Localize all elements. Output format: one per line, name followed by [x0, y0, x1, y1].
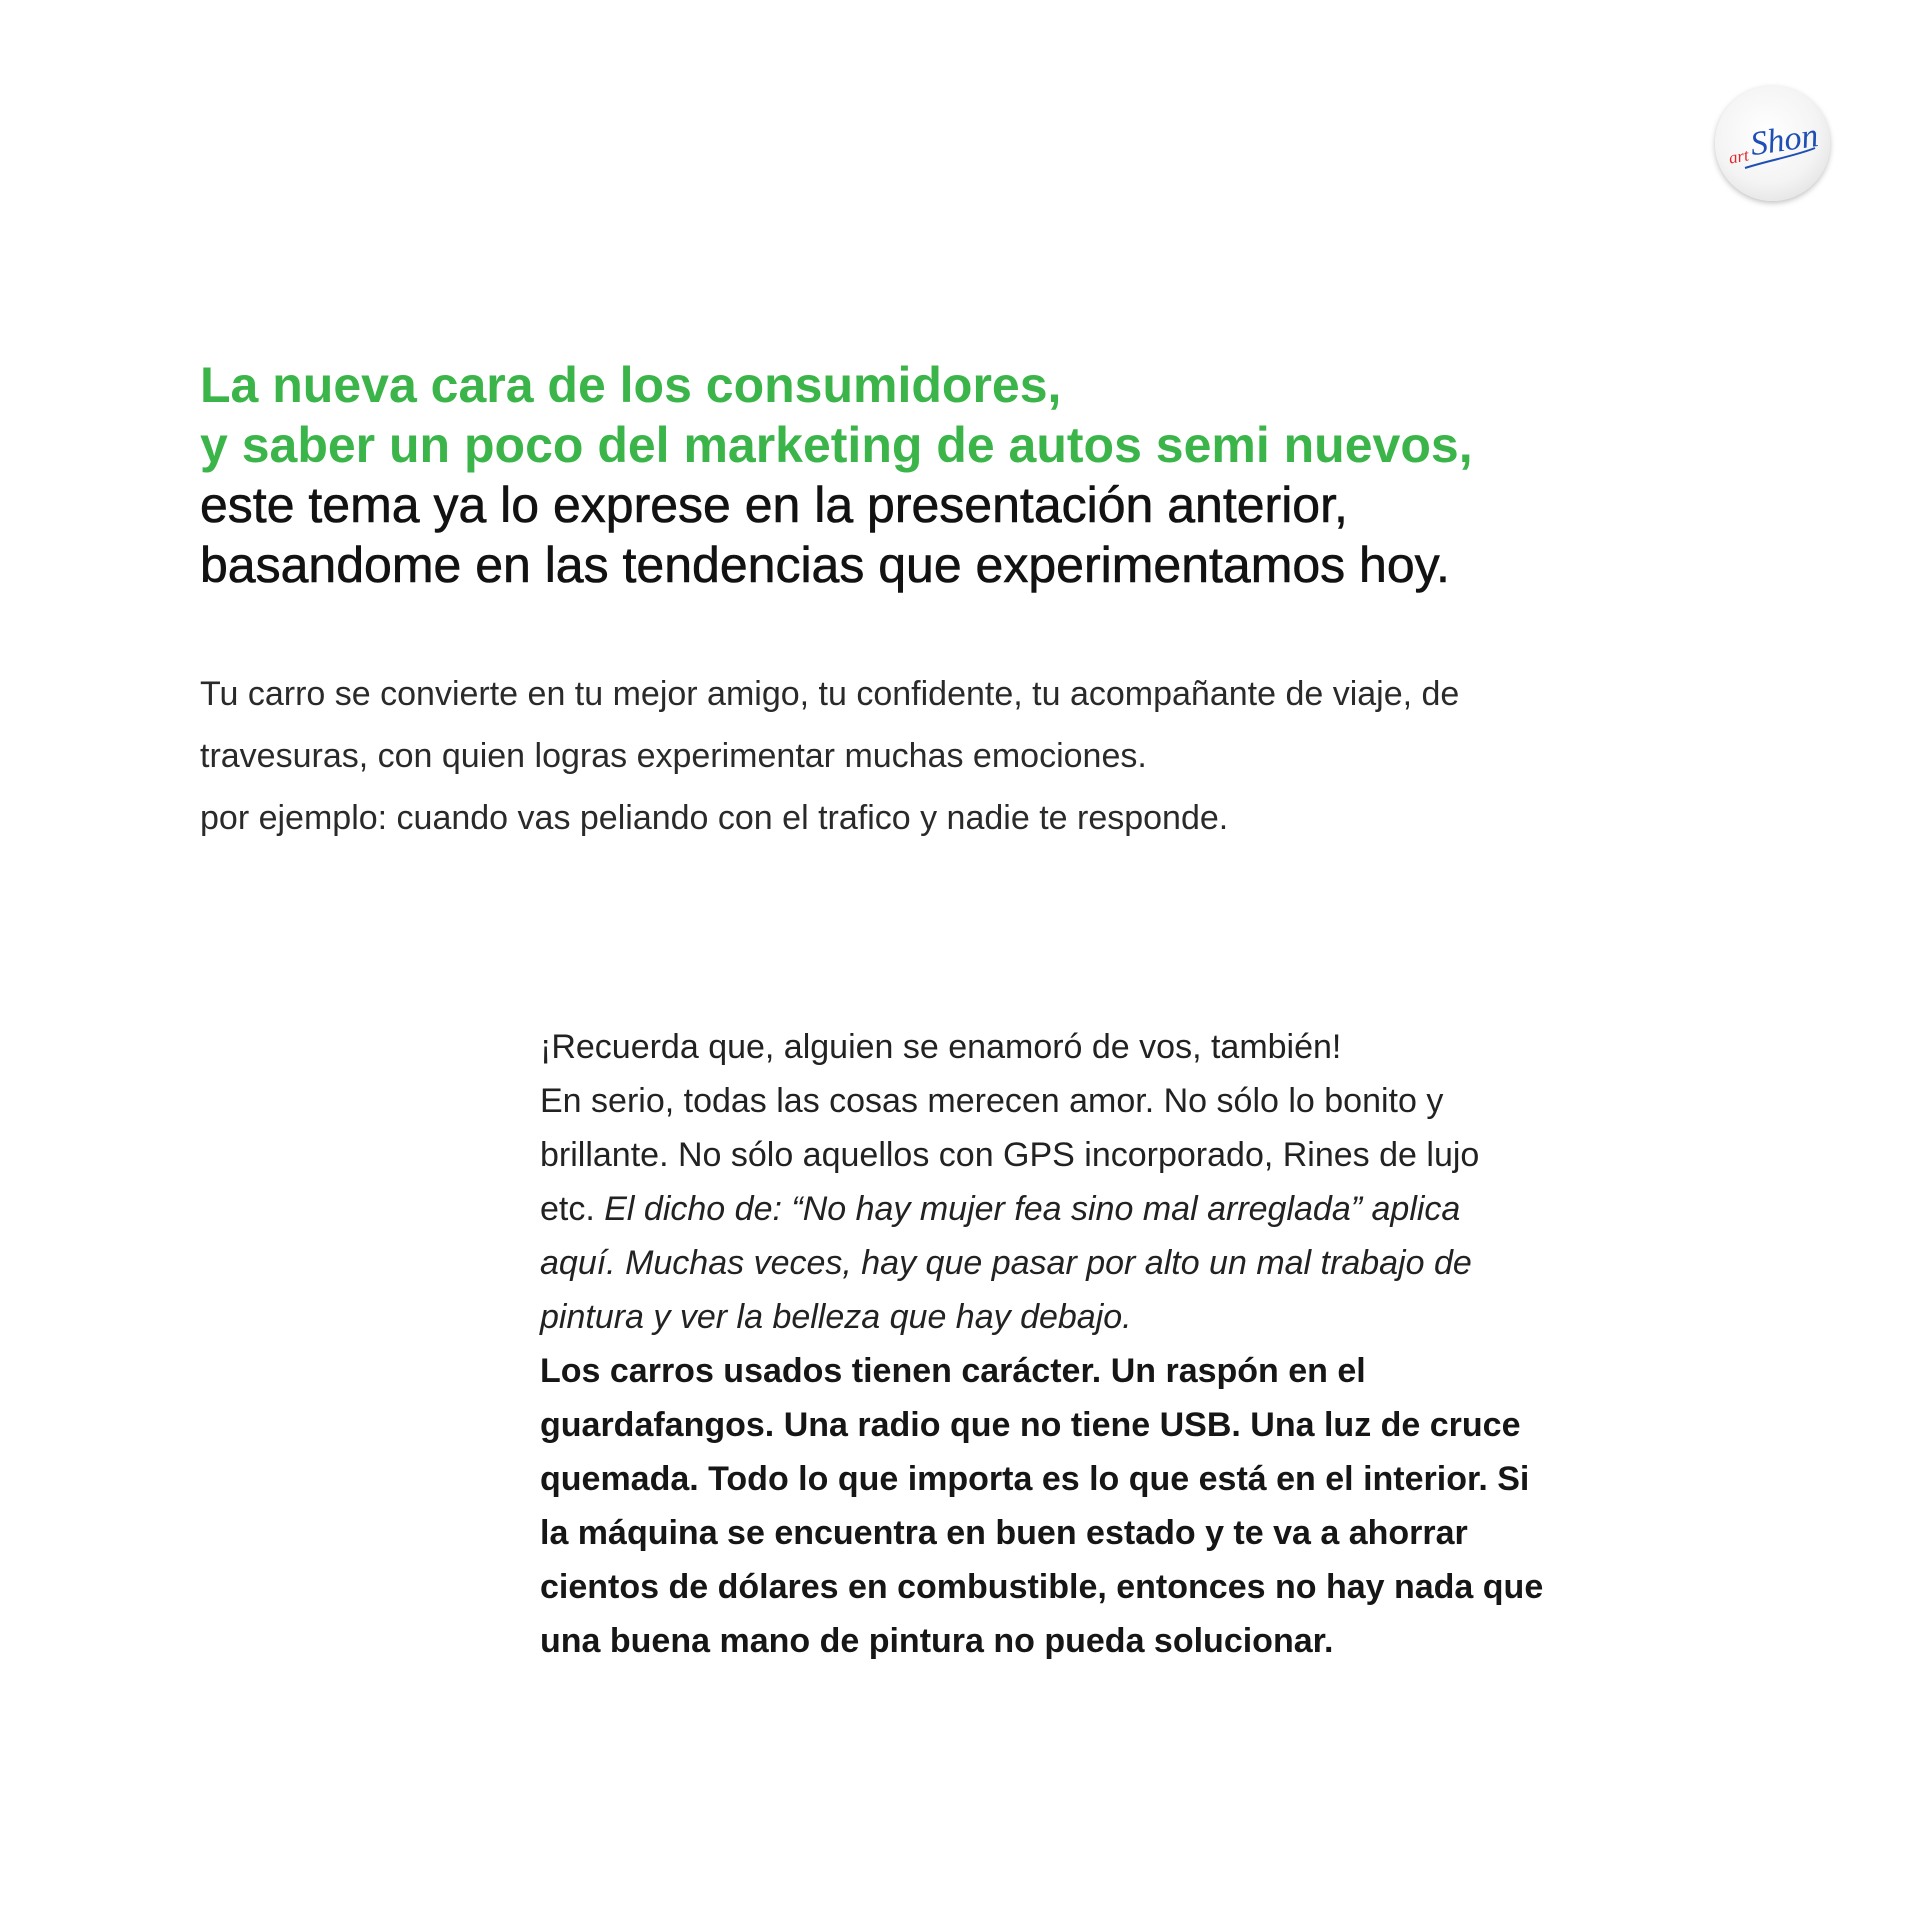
body-bold-line-2: guardafangos. Una radio que no tiene USB. Una luz de cruce [540, 1406, 1521, 1444]
headline-line-3: este tema ya lo exprese en la presentación anterior, [200, 477, 1348, 533]
artshon-logo [1715, 86, 1830, 201]
headline-line-1: La nueva cara de los consumidores, [200, 357, 1062, 413]
intro-line-3: por ejemplo: cuando vas peliando con el trafico y nadie te responde. [200, 799, 1229, 837]
body-paragraph [540, 1020, 1740, 1668]
body-bold-line-5: cientos de dólares en combustible, entonces no hay nada que [540, 1568, 1544, 1606]
intro-line-1: Tu carro se convierte en tu mejor amigo, tu confidente, tu acompañante de viaje, de [200, 675, 1460, 713]
body-line-4-italic: El dicho de: “No hay mujer fea sino mal arreglada” aplica [604, 1190, 1461, 1228]
body-line-3: brillante. No sólo aquellos con GPS incorporado, Rines de lujo [540, 1136, 1480, 1174]
body-line-4-regular: etc. [540, 1190, 605, 1228]
body-bold-line-4: la máquina se encuentra en buen estado y te va a ahorrar [540, 1514, 1468, 1552]
headline-line-2: y saber un poco del marketing de autos semi nuevos, [200, 417, 1473, 473]
body-bold-line-1: Los carros usados tienen carácter. Un raspón en el [540, 1352, 1366, 1390]
logo-text-shon: Shon [1748, 117, 1821, 164]
logo-signature [1715, 86, 1830, 201]
intro-paragraph [200, 663, 1800, 849]
headline [200, 355, 1800, 595]
intro-line-2: travesuras, con quien logras experimentar muchas emociones. [200, 737, 1147, 775]
body-line-1: ¡Recuerda que, alguien se enamoró de vos, también! [540, 1028, 1342, 1066]
body-bold-line-3: quemada. Todo lo que importa es lo que está en el interior. Si [540, 1460, 1530, 1498]
body-line-6: pintura y ver la belleza que hay debajo. [540, 1298, 1132, 1336]
body-line-5: aquí. Muchas veces, hay que pasar por alto un mal trabajo de [540, 1244, 1472, 1282]
body-line-4 [540, 1182, 1740, 1236]
headline-line-4: basandome en las tendencias que experimentamos hoy. [200, 537, 1450, 593]
body-bold-line-6: una buena mano de pintura no pueda solucionar. [540, 1622, 1334, 1660]
body-line-2: En serio, todas las cosas merecen amor. No sólo lo bonito y [540, 1082, 1444, 1120]
logo-text-art: art [1727, 145, 1751, 168]
